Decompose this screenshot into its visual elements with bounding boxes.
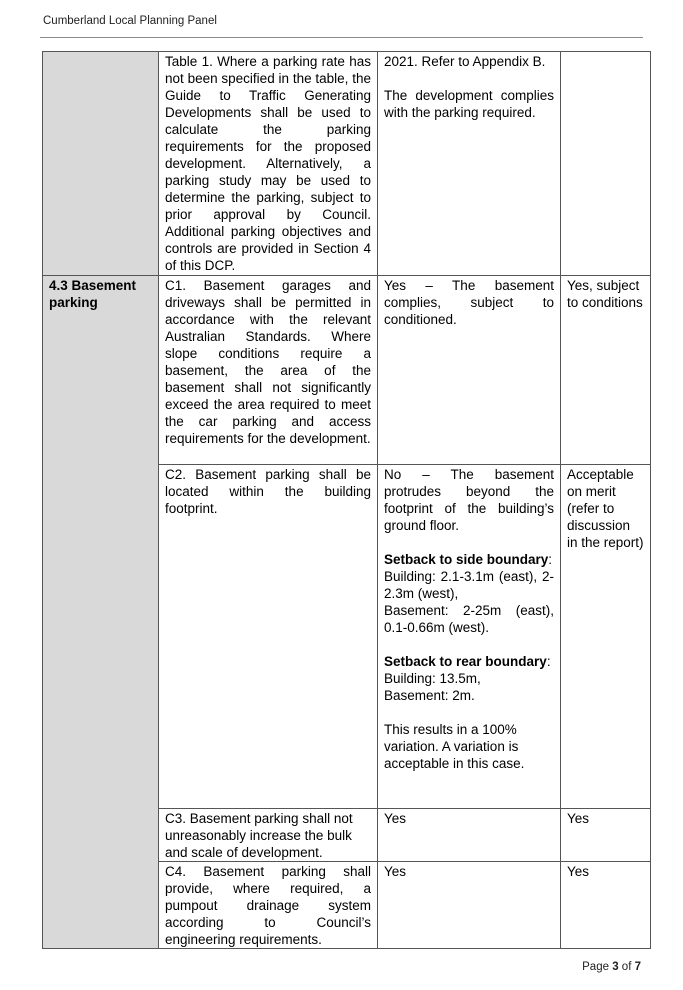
section-cell	[43, 52, 159, 276]
assessment-cell: Yes	[378, 862, 561, 949]
control-cell: C1. Basement garages and driveways shall be permitted in accordance with the relevant Australian Standards. Where slope conditions require a basement, the area of the basement shall not significantly exceed the area required to meet the car parking and access requirements for the development.	[159, 276, 378, 465]
control-cell: C4. Basement parking shall provide, where required, a pumpout drainage system according to Council’s engineering requirements.	[159, 862, 378, 949]
rear-setback-basement: Basement: 2m.	[384, 688, 475, 703]
assessment-paragraph: This results in a 100% variation. A variation is acceptable in this case.	[384, 722, 525, 771]
control-cell: C3. Basement parking shall not unreasonably increase the bulk and scale of development.	[159, 809, 378, 862]
table-row	[43, 276, 651, 465]
side-setback-heading: Setback to side boundary:	[384, 552, 553, 567]
compliance-cell: Yes	[561, 862, 651, 949]
assessment-cell: Yes	[378, 809, 561, 862]
compliance-cell	[561, 52, 651, 276]
assessment-cell: Yes – The basement complies, subject to conditioned.	[378, 276, 561, 465]
assessment-cell	[378, 52, 561, 276]
compliance-table	[42, 51, 651, 949]
header-divider	[40, 37, 643, 38]
document-header: Cumberland Local Planning Panel	[43, 15, 217, 27]
assessment-paragraph: The development complies with the parking required.	[384, 88, 554, 120]
table-row	[43, 52, 651, 276]
assessment-paragraph: No – The basement protrudes beyond the footprint of the building’s ground floor.	[384, 467, 554, 533]
compliance-cell: Acceptable on merit (refer to discussion in the report)	[561, 465, 651, 809]
section-heading-basement-parking: 4.3 Basement parking	[43, 276, 159, 949]
control-cell: Table 1. Where a parking rate has not been specified in the table, the Guide to Traffic Generating Developments shall be used to calculate the parking requirements for the proposed development. Alternatively, a parking study may be used to determine the parking, subject to prior approval by Council. Additional parking objectives and controls are provided in Section 4 of this DCP.	[159, 52, 378, 276]
compliance-cell: Yes	[561, 809, 651, 862]
assessment-paragraph: 2021. Refer to Appendix B.	[384, 54, 546, 69]
rear-setback-heading: Setback to rear boundary:	[384, 654, 551, 669]
rear-setback-building: Building: 13.5m,	[384, 671, 481, 686]
side-setback-basement: Basement: 2-25m (east), 0.1-0.66m (west).	[384, 603, 554, 635]
assessment-cell	[378, 465, 561, 809]
control-cell: C2. Basement parking shall be located within the building footprint.	[159, 465, 378, 809]
compliance-cell: Yes, subject to conditions	[561, 276, 651, 465]
side-setback-building: Building: 2.1-3.1m (east), 2-2.3m (west),	[384, 569, 554, 601]
page-number: Page 3 of 7	[582, 961, 641, 973]
